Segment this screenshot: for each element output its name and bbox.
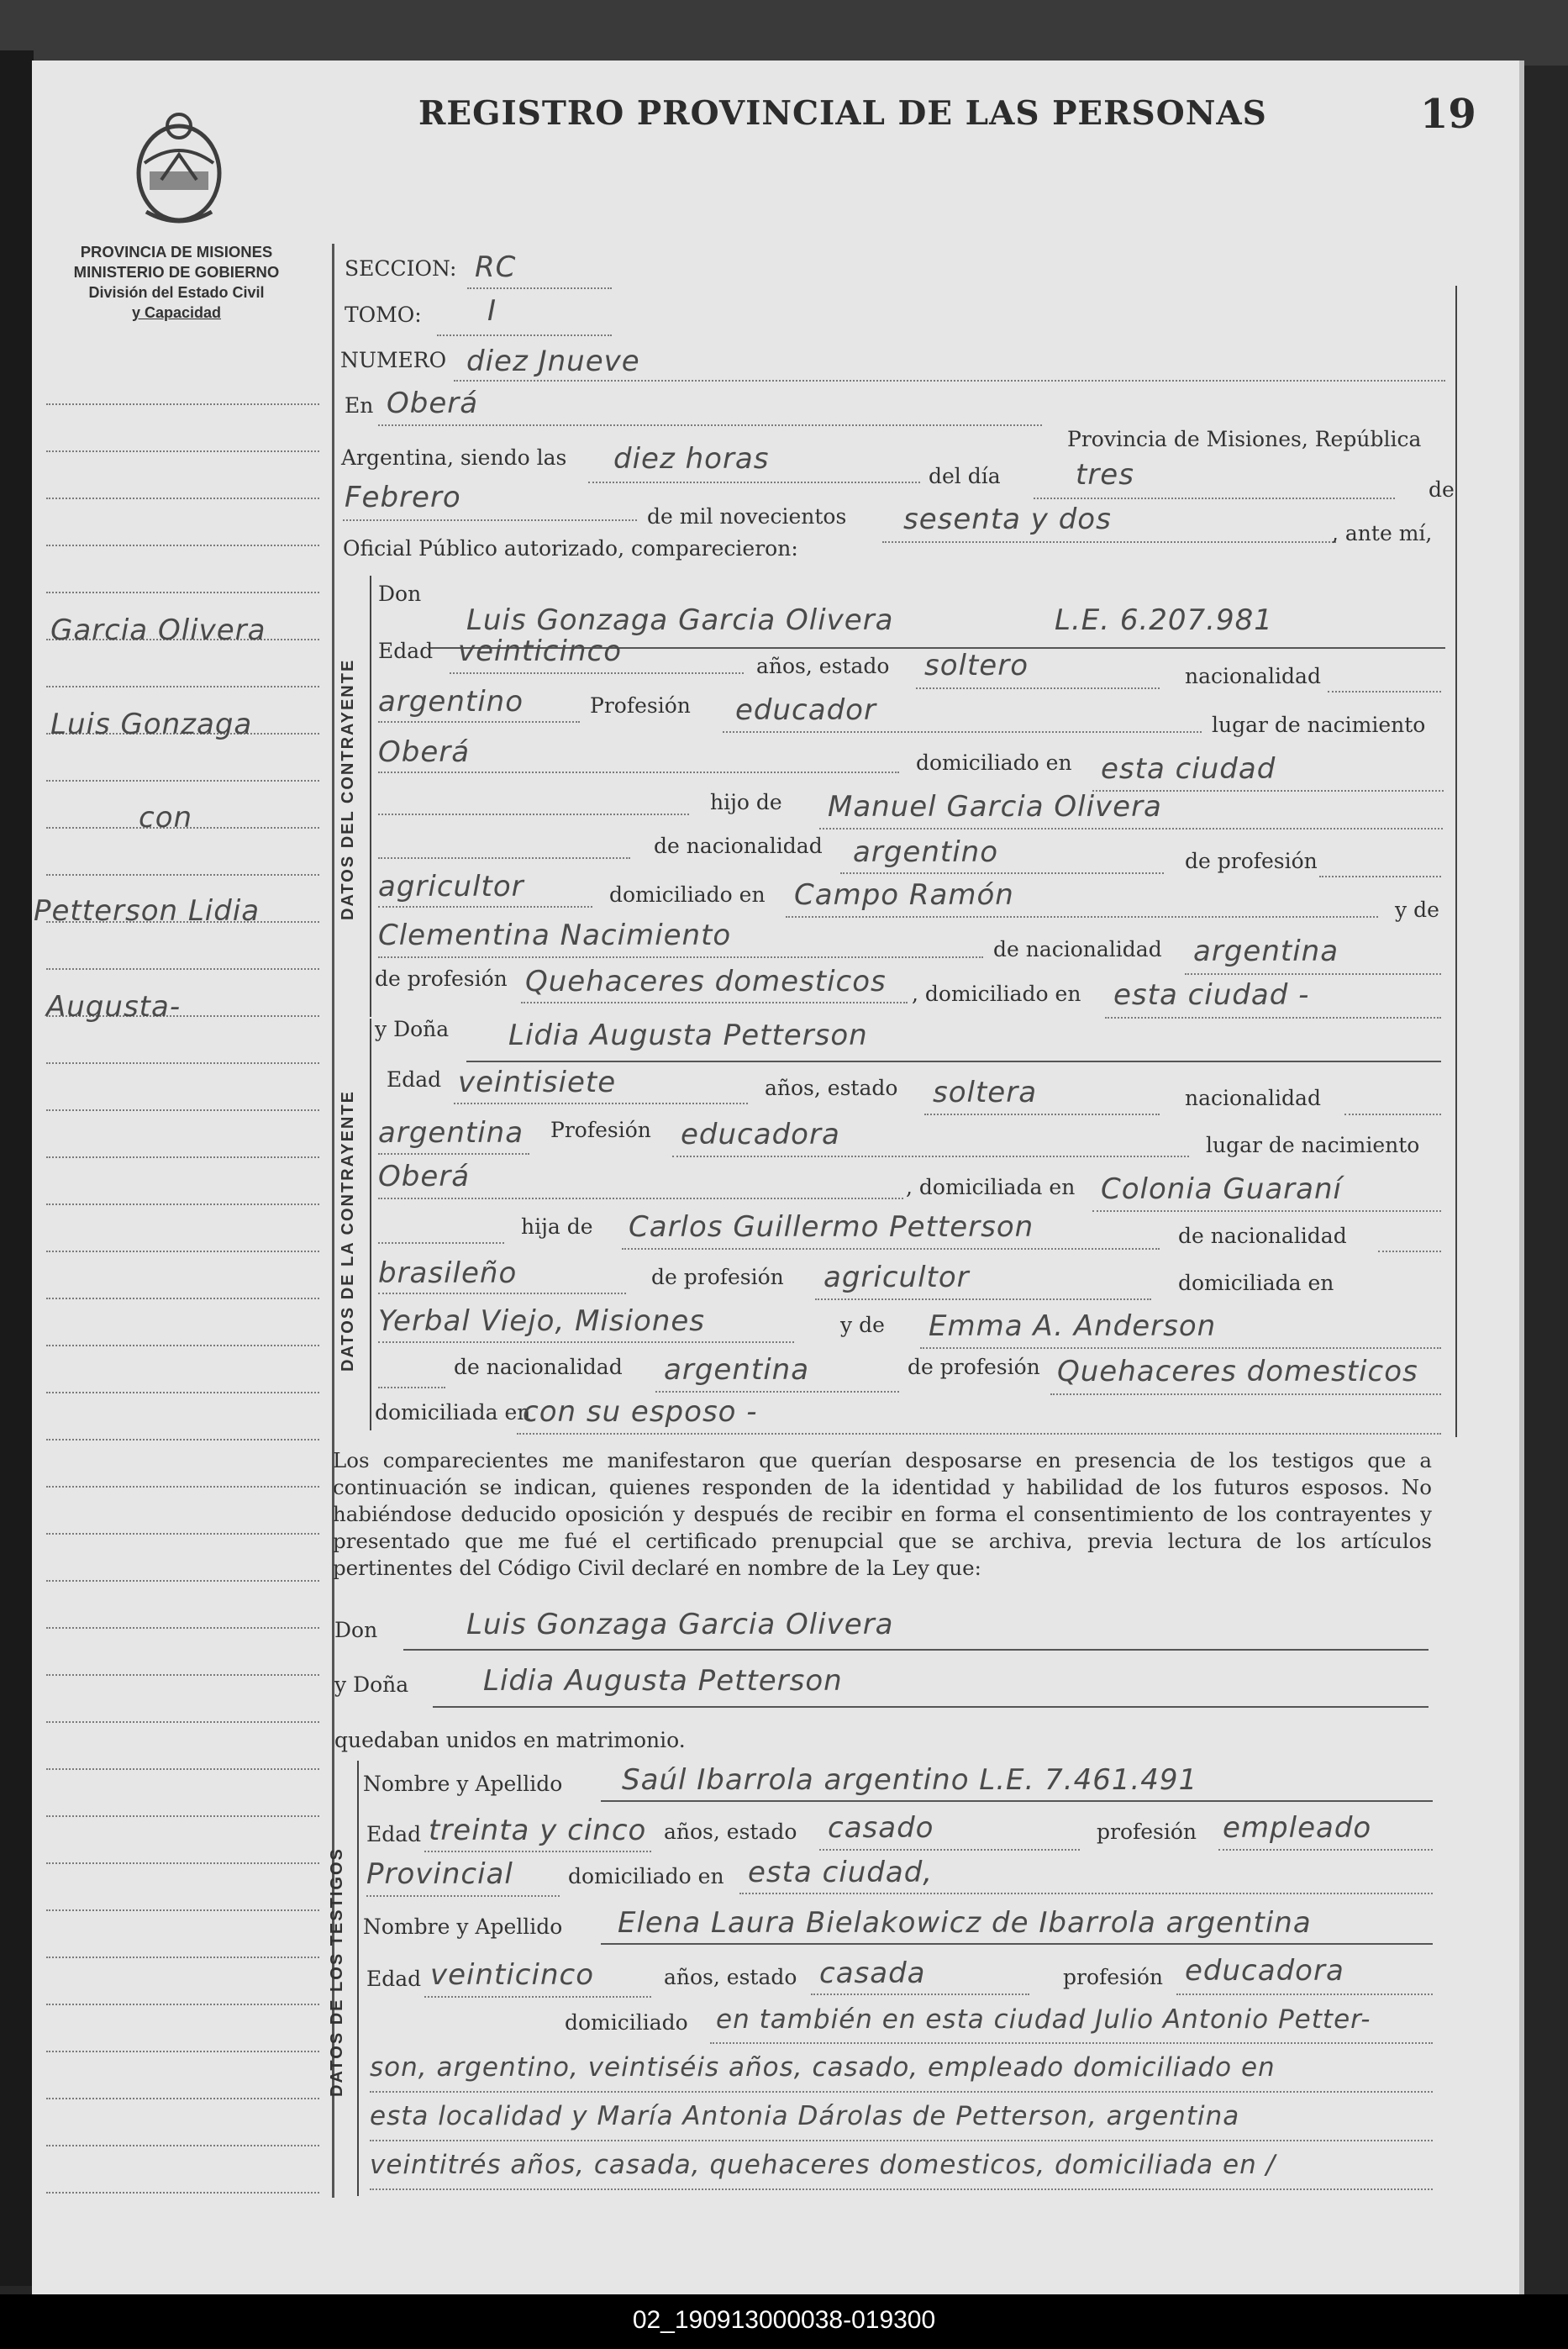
groom-anios-label: años, estado [756,654,890,678]
w1-prof-continued: Provincial [366,1857,513,1891]
w1-edad-rule [424,1851,651,1852]
bride-nacionalidad-rule [1344,1114,1441,1115]
decl-closing: quedaban unidos en matrimonio. [334,1728,686,1752]
groom-estado-rule [916,687,1160,689]
bride-padre-nac-label: de nacionalidad [1178,1224,1347,1248]
w2-edad-rule [424,1996,651,1998]
w1-dom-value: esta ciudad, [748,1856,934,1889]
bride-hija-label: hija de [521,1214,593,1239]
bride-madre-dom-label: domiciliada en [375,1400,531,1425]
w2-edad-value: veinticinco [430,1958,594,1992]
decl-dona-rule [433,1706,1429,1708]
bride-domiciliada-label: , domiciliada en [906,1175,1076,1199]
bride-madre-nac-pre-rule [378,1387,445,1388]
bride-domicilio-rule [1092,1210,1441,1212]
w1-anios-label: años, estado [664,1820,797,1844]
groom-padre-prof-rule [1319,876,1441,877]
groom-madre-nac-value: argentina [1193,935,1339,968]
groom-madre-prof-value: Quehaceres domesticos [525,965,887,998]
groom-edad-label: Edad [378,639,434,663]
margin-note-line-5: Augusta- [46,990,182,1024]
bride-estado-rule [924,1114,1160,1115]
bride-padre-prof-value: agricultor [823,1261,970,1294]
bride-y-de-label: y de [840,1313,885,1337]
w1-dom-label: domiciliado en [568,1864,724,1888]
tomo-rule [437,334,612,336]
tomo-label: TOMO: [345,303,422,327]
bride-madre-prof-rule [1050,1393,1441,1395]
groom-nacionalidad-label: nacionalidad [1185,664,1321,688]
extra-1-rule [370,2091,1433,2093]
numero-rule [454,380,1445,382]
bride-padre-nac-tail [1378,1251,1441,1252]
groom-madre-prof-label: de profesión [375,966,508,991]
w2-name: Elena Laura Bielakowicz de Ibarrola argentina [618,1906,1312,1940]
en-label: En [345,393,374,418]
bride-hija-pre-rule [378,1242,504,1244]
right-column-rule [1455,286,1457,1437]
groom-lugar-value: Oberá [378,735,471,769]
dia-value: tres [1076,458,1134,492]
page-number: 19 [1420,91,1476,138]
bride-madre-rule [920,1347,1441,1349]
bride-madre-prof-label: de profesión [908,1355,1040,1379]
image-code: 02_190913000038-019300 [632,2306,936,2334]
mil-label: de mil novecientos [647,504,847,529]
argentina-text: Argentina, siendo las [341,445,567,470]
groom-edad-value: veinticinco [458,635,622,668]
bride-padre-dom-value: Yerbal Viejo, Misiones [378,1304,706,1338]
bride-edad-rule [454,1103,748,1104]
register-title: REGISTRO PROVINCIAL DE LAS PERSONAS [418,94,1267,133]
issuer-capacity: y Capacidad [131,304,222,321]
en-value: Oberá [387,387,479,420]
en-rule [378,424,1042,426]
groom-y-de-label: y de [1395,898,1439,922]
w1-nombre-label: Nombre y Apellido [363,1772,563,1796]
dia-rule [1034,498,1395,499]
w1-estado-rule [819,1849,1080,1851]
tomo-value: I [487,294,497,328]
groom-padre-nac-rule [840,872,1164,874]
w2-prof-value: educadora [1185,1954,1344,1988]
anio-rule [882,541,1336,543]
de-label: de [1429,477,1455,502]
groom-edad-rule [450,672,744,674]
w1-prof2-rule [366,1895,560,1897]
w2-anios-label: años, estado [664,1965,797,1989]
groom-lugar-label: lugar de nacimiento [1212,713,1426,737]
groom-domiciliado-label: domiciliado en [916,751,1072,775]
groom-document: L.E. 6.207.981 [1055,603,1273,637]
groom-padre-nac-value: argentino [853,835,998,869]
groom-padre-dom-rule [786,916,1378,918]
groom-padre-prof-value: agricultor [378,870,524,903]
decl-dona-label: y Doña [334,1672,409,1697]
witness-extra-line-2: esta localidad y María Antonia Dárolas de Petterson, argentina [370,2101,1240,2131]
bride-name-rule [466,1061,1441,1062]
witness-section-label: DATOS DE LOS TESTIGOS [328,1847,346,2097]
bride-madre-nac-label: de nacionalidad [454,1355,623,1379]
bride-padre-prof-label: de profesión [651,1265,784,1289]
bride-madre-dom-value: con su esposo - [523,1395,758,1429]
extra-3-rule [370,2188,1433,2190]
groom-nac-rule [378,721,580,723]
groom-section-label: DATOS DEL CONTRAYENTE [339,658,357,920]
bride-lugar-label: lugar de nacimiento [1206,1133,1420,1157]
groom-don-label: Don [378,582,422,606]
bride-dona-label: y Doña [375,1017,450,1041]
bride-padre-dom-rule [378,1341,794,1343]
bride-name: Lidia Augusta Petterson [508,1019,868,1052]
bride-padre-prof-rule [815,1298,1151,1300]
decl-don-rule [403,1649,1429,1651]
scan-top-edge [0,0,1568,66]
bride-padre-dom-label: domiciliada en [1178,1271,1334,1295]
groom-padre-rule [819,828,1443,830]
bride-madre-value: Emma A. Anderson [929,1309,1217,1343]
groom-madre-value: Clementina Nacimiento [378,919,732,952]
decl-dona-value: Lidia Augusta Petterson [483,1664,843,1698]
w2-prof-label: profesión [1063,1965,1164,1989]
groom-padre-prof-value-rule [378,906,592,908]
margin-note-line-1: Garcia Olivera [50,614,266,647]
groom-madre-nac-label: de nacionalidad [993,937,1162,961]
groom-profesion-label: Profesión [590,693,691,718]
groom-domicilio-value: esta ciudad [1101,752,1276,786]
groom-padre-dom-label: domiciliado en [609,882,766,907]
bride-padre-nac-rule [378,1293,626,1294]
groom-profesion-value: educador [735,693,876,727]
bride-madre-dom-rule [517,1433,1441,1435]
seccion-rule [467,287,612,289]
issuer-province: PROVINCIA DE MISIONES [80,243,273,261]
w2-nombre-label: Nombre y Apellido [363,1914,563,1939]
groom-lugar-rule [378,772,899,773]
groom-padre-value: Manuel Garcia Olivera [828,790,1162,824]
bride-profesion-label: Profesión [550,1118,651,1142]
w1-estado-value: casado [828,1811,934,1845]
oficial-text: Oficial Público autorizado, comparecieron: [343,536,798,561]
decl-don-value: Luis Gonzaga Garcia Olivera [466,1608,894,1641]
w2-estado-rule [811,1993,1029,1995]
groom-madre-dom-value: esta ciudad - [1113,978,1310,1012]
w1-prof-label: profesión [1097,1820,1197,1844]
bride-madre-nac-value: argentina [664,1353,810,1387]
w1-prof-rule [1218,1849,1433,1851]
bride-padre-value: Carlos Guillermo Petterson [629,1210,1034,1244]
groom-nacionalidad-value: argentino [378,685,524,719]
issuer-block [34,242,319,323]
groom-madre-dom-label: , domiciliado en [912,982,1081,1006]
bride-domicilio-value: Colonia Guaraní [1101,1172,1342,1206]
margin-column [46,403,324,2202]
issuer-division: División del Estado Civil [88,284,265,301]
seccion-label: SECCION: [345,256,457,281]
groom-hijo-label: hijo de [710,790,782,814]
groom-madre-rule [378,956,983,958]
bride-estado-value: soltera [933,1076,1038,1109]
witness-section-bar [357,1761,359,2196]
groom-padre-nac-label: de nacionalidad [654,834,823,858]
w2-prof-rule [1176,1993,1433,1995]
bride-nac-rule [378,1153,529,1155]
w1-edad-value: treinta y cinco [429,1814,647,1847]
ante-label: , ante mí, [1332,521,1433,545]
margin-note-line-2: Luis Gonzaga [50,708,253,741]
w2-edad-label: Edad [366,1967,422,1991]
scan-footer [0,2294,1568,2349]
w2-name-rule [601,1943,1433,1945]
groom-padre-prof-label: de profesión [1185,849,1318,873]
bride-madre-prof-value: Quehaceres domesticos [1057,1355,1418,1388]
decl-don-label: Don [334,1618,378,1642]
bride-profesion-rule [672,1156,1189,1157]
groom-profesion-rule [723,731,1202,733]
margin-note-line-4: Petterson Lidia [34,894,260,928]
bride-padre-nac-value: brasileño [378,1256,518,1290]
mes-value: Febrero [345,481,461,514]
seccion-value: RC [475,250,517,284]
bride-nacionalidad-value: argentina [378,1116,524,1150]
w1-edad-label: Edad [366,1822,422,1846]
groom-padre-dom-value: Campo Ramón [794,878,1014,912]
bride-section-label: DATOS DE LA CONTRAYENTE [339,1090,357,1372]
groom-madre-nac-rule [1185,973,1441,975]
coat-of-arms-icon [128,104,230,232]
groom-hijo-pre-rule [378,814,689,815]
groom-estado-value: soltero [924,649,1029,682]
bride-padre-rule [622,1248,1160,1250]
extra-2-rule [370,2140,1433,2141]
w2-dom-value: en también en esta ciudad Julio Antonio Petter- [716,2004,1371,2035]
numero-value: diez Jnueve [466,345,640,378]
witness-extra-line-3: veintitrés años, casada, quehaceres domesticos, domiciliada en / [370,2150,1276,2180]
bride-lugar-value: Oberá [378,1160,471,1193]
w2-estado-value: casada [819,1957,926,1990]
book-binding [0,50,34,2286]
bride-madre-nac-rule [655,1391,899,1393]
mes-rule [343,519,637,521]
bride-edad-value: veintisiete [458,1066,617,1099]
horas-value: diez horas [613,442,770,476]
w1-name: Saúl Ibarrola argentino L.E. 7.461.491 [622,1763,1198,1797]
w1-dom-rule [739,1893,1433,1894]
w2-dom-rule [710,2042,1433,2044]
witness-extra-line-1: son, argentino, veintiséis años, casado, empleado domiciliado en [370,2052,1276,2083]
w2-dom-label: domiciliado [565,2010,688,2035]
groom-padre-nac-pre-rule [378,857,630,859]
bride-section-bar [370,1019,371,1430]
bride-nacionalidad-label: nacionalidad [1185,1086,1321,1110]
margin-note-line-3: con [139,801,193,835]
bride-anios-label: años, estado [765,1076,898,1100]
numero-label: NUMERO [340,348,447,372]
groom-nacionalidad-rule [1328,691,1441,693]
anio-value: sesenta y dos [903,503,1112,536]
groom-madre-prof-rule [521,1002,908,1003]
w1-prof-value: empleado [1223,1811,1372,1845]
del-dia-label: del día [929,464,1001,488]
horas-rule [588,482,920,483]
groom-section-bar [370,576,371,1017]
bride-edad-label: Edad [387,1067,442,1092]
w1-name-rule [601,1800,1433,1802]
bride-profesion-value: educadora [681,1118,840,1151]
declaration-text: Los comparecientes me manifestaron que querían desposarse en presencia de los testigos que a continuación se indican, quienes responden de la identidad y habilidad de los futuros esposos. No habiéndose deducido oposición y después de recibir en forma el consentimiento de los contrayentes y presentado que me fué el certificado prenupcial que se archiva, previa lectura de los artículos pertinentes del Código Civil declaré en nombre de la Ley que: [333,1448,1432,1580]
bride-lugar-rule [378,1198,903,1199]
provincia-text: Provincia de Misiones, República [1067,427,1422,451]
groom-madre-dom-rule [1105,1017,1441,1019]
groom-name: Luis Gonzaga Garcia Olivera [466,603,894,637]
issuer-ministry: MINISTERIO DE GOBIERNO [73,263,280,281]
